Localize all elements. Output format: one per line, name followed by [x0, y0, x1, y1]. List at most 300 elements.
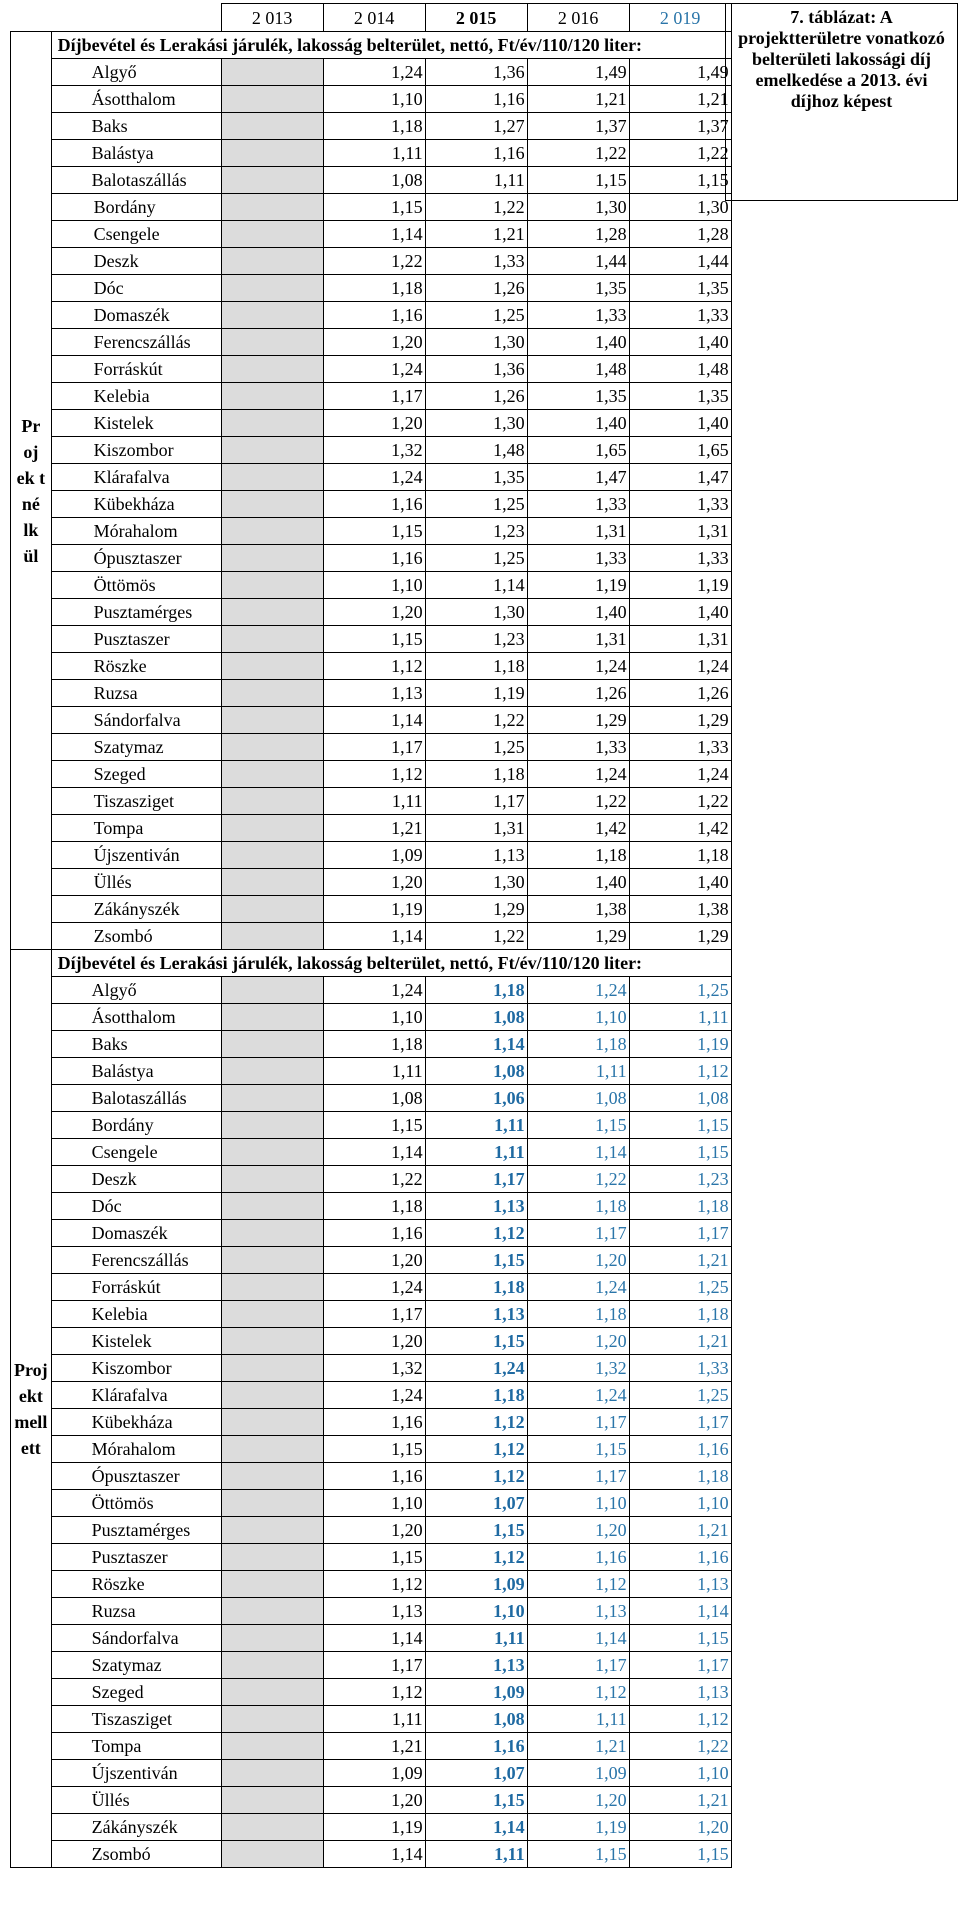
value-cell: 1,11	[425, 167, 527, 194]
value-cell: 1,15	[323, 1436, 425, 1463]
empty-2013-cell	[221, 680, 323, 707]
empty-2013-cell	[221, 1247, 323, 1274]
value-cell: 1,20	[323, 410, 425, 437]
table-row	[11, 545, 732, 572]
value-cell: 1,18	[629, 1463, 731, 1490]
empty-2013-cell	[221, 788, 323, 815]
settlement-name: Tiszasziget	[51, 788, 221, 815]
value-cell: 1,20	[323, 1517, 425, 1544]
section-side-label: Pr oj ek t né lk ül	[11, 32, 52, 950]
value-cell: 1,16	[323, 1220, 425, 1247]
value-cell: 1,15	[323, 518, 425, 545]
empty-2013-cell	[221, 1490, 323, 1517]
value-cell: 1,17	[629, 1652, 731, 1679]
value-cell: 1,27	[425, 113, 527, 140]
value-cell: 1,17	[323, 734, 425, 761]
settlement-name: Klárafalva	[51, 464, 221, 491]
table-row	[11, 734, 732, 761]
value-cell: 1,23	[425, 518, 527, 545]
value-cell: 1,36	[425, 356, 527, 383]
value-cell: 1,13	[425, 842, 527, 869]
value-cell: 1,31	[527, 518, 629, 545]
table-row	[11, 1274, 732, 1301]
value-cell: 1,15	[527, 1112, 629, 1139]
value-cell: 1,14	[425, 572, 527, 599]
empty-2013-cell	[221, 113, 323, 140]
value-cell: 1,18	[629, 1301, 731, 1328]
value-cell: 1,15	[527, 167, 629, 194]
table-row	[11, 1814, 732, 1841]
table-row	[11, 1328, 732, 1355]
value-cell: 1,16	[425, 140, 527, 167]
settlement-name: Ásotthalom	[51, 86, 221, 113]
settlement-name: Zákányszék	[51, 896, 221, 923]
section-title-row	[11, 32, 732, 59]
empty-2013-cell	[221, 761, 323, 788]
table-row	[11, 761, 732, 788]
table-row	[11, 518, 732, 545]
table-row	[11, 1220, 732, 1247]
value-cell: 1,22	[629, 788, 731, 815]
value-cell: 1,13	[323, 1598, 425, 1625]
value-cell: 1,35	[425, 464, 527, 491]
settlement-name: Baks	[51, 113, 221, 140]
year-2013: 2 013	[221, 4, 323, 32]
value-cell: 1,21	[629, 1247, 731, 1274]
value-cell: 1,17	[527, 1220, 629, 1247]
settlement-name: Üllés	[51, 869, 221, 896]
year-2016: 2 016	[527, 4, 629, 32]
settlement-name: Tompa	[51, 1733, 221, 1760]
empty-2013-cell	[221, 842, 323, 869]
settlement-name: Forráskút	[51, 1274, 221, 1301]
table-row	[11, 626, 732, 653]
empty-2013-cell	[221, 1841, 323, 1868]
value-cell: 1,10	[323, 1004, 425, 1031]
value-cell: 1,09	[425, 1679, 527, 1706]
value-cell: 1,40	[527, 410, 629, 437]
settlement-name: Pusztaszer	[51, 626, 221, 653]
value-cell: 1,15	[425, 1787, 527, 1814]
empty-2013-cell	[221, 1733, 323, 1760]
value-cell: 1,09	[527, 1760, 629, 1787]
value-cell: 1,16	[323, 1463, 425, 1490]
settlement-name: Kistelek	[51, 1328, 221, 1355]
value-cell: 1,10	[629, 1760, 731, 1787]
empty-2013-cell	[221, 1571, 323, 1598]
settlement-name: Dóc	[51, 1193, 221, 1220]
value-cell: 1,13	[425, 1193, 527, 1220]
empty-2013-cell	[221, 1544, 323, 1571]
value-cell: 1,20	[323, 1247, 425, 1274]
value-cell: 1,15	[425, 1247, 527, 1274]
value-cell: 1,13	[527, 1598, 629, 1625]
value-cell: 1,21	[629, 1517, 731, 1544]
value-cell: 1,25	[425, 302, 527, 329]
empty-2013-cell	[221, 491, 323, 518]
table-row	[11, 1841, 732, 1868]
section-title: Díjbevétel és Lerakási járulék, lakosság belterület, nettó, Ft/év/110/120 liter:	[51, 32, 731, 59]
table-row	[11, 653, 732, 680]
value-cell: 1,17	[629, 1220, 731, 1247]
empty-2013-cell	[221, 977, 323, 1004]
value-cell: 1,20	[527, 1787, 629, 1814]
value-cell: 1,14	[629, 1598, 731, 1625]
table-row	[11, 869, 732, 896]
value-cell: 1,15	[629, 1112, 731, 1139]
table-row	[11, 1409, 732, 1436]
value-cell: 1,13	[629, 1679, 731, 1706]
value-cell: 1,31	[425, 815, 527, 842]
empty-2013-cell	[221, 545, 323, 572]
value-cell: 1,30	[425, 599, 527, 626]
value-cell: 1,21	[323, 1733, 425, 1760]
value-cell: 1,30	[425, 869, 527, 896]
value-cell: 1,15	[323, 1112, 425, 1139]
value-cell: 1,12	[323, 1571, 425, 1598]
value-cell: 1,11	[323, 1706, 425, 1733]
value-cell: 1,31	[527, 626, 629, 653]
settlement-name: Baks	[51, 1031, 221, 1058]
empty-2013-cell	[221, 653, 323, 680]
empty-2013-cell	[221, 1517, 323, 1544]
value-cell: 1,48	[629, 356, 731, 383]
value-cell: 1,22	[629, 1733, 731, 1760]
empty-2013-cell	[221, 1355, 323, 1382]
value-cell: 1,18	[323, 275, 425, 302]
year-2019: 2 019	[629, 4, 731, 32]
settlement-name: Kiszombor	[51, 437, 221, 464]
value-cell: 1,20	[323, 1328, 425, 1355]
value-cell: 1,19	[527, 572, 629, 599]
table-row	[11, 1652, 732, 1679]
value-cell: 1,13	[425, 1301, 527, 1328]
value-cell: 1,37	[629, 113, 731, 140]
table-row	[11, 977, 732, 1004]
value-cell: 1,30	[425, 410, 527, 437]
table-row	[11, 1679, 732, 1706]
value-cell: 1,22	[323, 1166, 425, 1193]
value-cell: 1,10	[323, 86, 425, 113]
table-row	[11, 1760, 732, 1787]
value-cell: 1,24	[323, 59, 425, 86]
table-row	[11, 59, 732, 86]
value-cell: 1,11	[323, 140, 425, 167]
value-cell: 1,10	[323, 1490, 425, 1517]
table-row	[11, 1004, 732, 1031]
table-row	[11, 248, 732, 275]
table-row	[11, 1166, 732, 1193]
value-cell: 1,20	[629, 1814, 731, 1841]
value-cell: 1,23	[629, 1166, 731, 1193]
empty-2013-cell	[221, 572, 323, 599]
value-cell: 1,18	[629, 842, 731, 869]
settlement-name: Balotaszállás	[51, 167, 221, 194]
value-cell: 1,35	[629, 275, 731, 302]
value-cell: 1,16	[323, 302, 425, 329]
value-cell: 1,20	[323, 329, 425, 356]
empty-2013-cell	[221, 1436, 323, 1463]
value-cell: 1,33	[629, 302, 731, 329]
table-row	[11, 275, 732, 302]
empty-2013-cell	[221, 923, 323, 950]
value-cell: 1,11	[629, 1004, 731, 1031]
value-cell: 1,13	[629, 1571, 731, 1598]
value-cell: 1,11	[425, 1112, 527, 1139]
value-cell: 1,13	[425, 1652, 527, 1679]
value-cell: 1,33	[629, 545, 731, 572]
empty-2013-cell	[221, 437, 323, 464]
empty-2013-cell	[221, 1085, 323, 1112]
value-cell: 1,29	[527, 923, 629, 950]
value-cell: 1,42	[629, 815, 731, 842]
table-row	[11, 437, 732, 464]
value-cell: 1,35	[527, 275, 629, 302]
settlement-name: Újszentiván	[51, 1760, 221, 1787]
value-cell: 1,09	[425, 1571, 527, 1598]
value-cell: 1,17	[527, 1409, 629, 1436]
value-cell: 1,22	[527, 1166, 629, 1193]
value-cell: 1,21	[629, 86, 731, 113]
value-cell: 1,12	[323, 653, 425, 680]
value-cell: 1,08	[425, 1706, 527, 1733]
value-cell: 1,20	[323, 1787, 425, 1814]
table-row	[11, 1193, 732, 1220]
settlement-name: Kistelek	[51, 410, 221, 437]
value-cell: 1,24	[527, 653, 629, 680]
value-cell: 1,40	[629, 599, 731, 626]
value-cell: 1,47	[629, 464, 731, 491]
value-cell: 1,18	[323, 113, 425, 140]
value-cell: 1,40	[527, 869, 629, 896]
value-cell: 1,16	[323, 491, 425, 518]
value-cell: 1,14	[527, 1625, 629, 1652]
value-cell: 1,14	[323, 1841, 425, 1868]
table-caption: 7. táblázat: A projektterületre vonatkozó belterületi lakossági díj emelkedése a 2013. évi díjhoz képest	[725, 3, 958, 201]
empty-2013-cell	[221, 896, 323, 923]
value-cell: 1,65	[629, 437, 731, 464]
value-cell: 1,24	[323, 464, 425, 491]
value-cell: 1,10	[323, 572, 425, 599]
value-cell: 1,40	[629, 410, 731, 437]
value-cell: 1,18	[425, 761, 527, 788]
empty-2013-cell	[221, 410, 323, 437]
table-row	[11, 140, 732, 167]
table-row	[11, 788, 732, 815]
settlement-name: Forráskút	[51, 356, 221, 383]
empty-2013-cell	[221, 1328, 323, 1355]
value-cell: 1,47	[527, 464, 629, 491]
table-row	[11, 86, 732, 113]
value-cell: 1,12	[323, 761, 425, 788]
value-cell: 1,16	[527, 1544, 629, 1571]
year-header-row	[11, 4, 732, 32]
settlement-name: Kelebia	[51, 1301, 221, 1328]
value-cell: 1,24	[323, 356, 425, 383]
empty-2013-cell	[221, 1706, 323, 1733]
table-row	[11, 1733, 732, 1760]
empty-2013-cell	[221, 1598, 323, 1625]
value-cell: 1,15	[323, 1544, 425, 1571]
value-cell: 1,29	[629, 923, 731, 950]
value-cell: 1,65	[527, 437, 629, 464]
table-row	[11, 113, 732, 140]
value-cell: 1,15	[323, 626, 425, 653]
settlement-name: Szeged	[51, 761, 221, 788]
value-cell: 1,14	[425, 1031, 527, 1058]
settlement-name: Bordány	[51, 1112, 221, 1139]
value-cell: 1,09	[323, 1760, 425, 1787]
empty-2013-cell	[221, 275, 323, 302]
table-row	[11, 1787, 732, 1814]
value-cell: 1,17	[629, 1409, 731, 1436]
table-row	[11, 1625, 732, 1652]
value-cell: 1,26	[425, 275, 527, 302]
empty-2013-cell	[221, 167, 323, 194]
value-cell: 1,11	[425, 1625, 527, 1652]
settlement-name: Öttömös	[51, 1490, 221, 1517]
settlement-name: Ópusztaszer	[51, 1463, 221, 1490]
tariff-table	[10, 3, 732, 1868]
value-cell: 1,18	[323, 1193, 425, 1220]
value-cell: 1,14	[425, 1814, 527, 1841]
settlement-name: Mórahalom	[51, 1436, 221, 1463]
empty-2013-cell	[221, 1166, 323, 1193]
value-cell: 1,14	[527, 1139, 629, 1166]
value-cell: 1,16	[323, 1409, 425, 1436]
value-cell: 1,06	[425, 1085, 527, 1112]
value-cell: 1,14	[323, 707, 425, 734]
settlement-name: Öttömös	[51, 572, 221, 599]
empty-2013-cell	[221, 869, 323, 896]
value-cell: 1,31	[629, 518, 731, 545]
empty-2013-cell	[221, 464, 323, 491]
value-cell: 1,22	[425, 194, 527, 221]
settlement-name: Kiszombor	[51, 1355, 221, 1382]
value-cell: 1,24	[425, 1355, 527, 1382]
table-row	[11, 1463, 732, 1490]
value-cell: 1,18	[527, 1193, 629, 1220]
table-row	[11, 221, 732, 248]
empty-2013-cell	[221, 1652, 323, 1679]
value-cell: 1,48	[425, 437, 527, 464]
value-cell: 1,17	[323, 1301, 425, 1328]
value-cell: 1,14	[323, 221, 425, 248]
value-cell: 1,17	[527, 1463, 629, 1490]
value-cell: 1,10	[527, 1490, 629, 1517]
value-cell: 1,17	[425, 788, 527, 815]
table-row	[11, 329, 732, 356]
settlement-name: Szatymaz	[51, 734, 221, 761]
empty-2013-cell	[221, 707, 323, 734]
value-cell: 1,15	[629, 1139, 731, 1166]
table-row	[11, 1355, 732, 1382]
value-cell: 1,08	[323, 1085, 425, 1112]
value-cell: 1,12	[425, 1409, 527, 1436]
table-row	[11, 194, 732, 221]
settlement-name: Ferencszállás	[51, 1247, 221, 1274]
value-cell: 1,28	[527, 221, 629, 248]
value-cell: 1,10	[425, 1598, 527, 1625]
value-cell: 1,12	[629, 1706, 731, 1733]
value-cell: 1,28	[629, 221, 731, 248]
table-row	[11, 1490, 732, 1517]
value-cell: 1,24	[527, 977, 629, 1004]
settlement-name: Sándorfalva	[51, 1625, 221, 1652]
value-cell: 1,22	[527, 140, 629, 167]
value-cell: 1,18	[527, 1301, 629, 1328]
value-cell: 1,15	[527, 1841, 629, 1868]
value-cell: 1,26	[425, 383, 527, 410]
empty-2013-cell	[221, 59, 323, 86]
value-cell: 1,20	[323, 599, 425, 626]
value-cell: 1,14	[323, 1625, 425, 1652]
table-row	[11, 1301, 732, 1328]
settlement-name: Röszke	[51, 1571, 221, 1598]
settlement-name: Domaszék	[51, 302, 221, 329]
table-row	[11, 1544, 732, 1571]
value-cell: 1,15	[629, 1625, 731, 1652]
empty-2013-cell	[221, 1031, 323, 1058]
table-row	[11, 410, 732, 437]
value-cell: 1,08	[323, 167, 425, 194]
value-cell: 1,15	[629, 1841, 731, 1868]
value-cell: 1,12	[425, 1463, 527, 1490]
value-cell: 1,49	[629, 59, 731, 86]
value-cell: 1,16	[629, 1436, 731, 1463]
value-cell: 1,13	[323, 680, 425, 707]
table-row	[11, 1598, 732, 1625]
value-cell: 1,19	[425, 680, 527, 707]
settlement-name: Újszentiván	[51, 842, 221, 869]
value-cell: 1,48	[527, 356, 629, 383]
value-cell: 1,15	[425, 1517, 527, 1544]
empty-2013-cell	[221, 248, 323, 275]
value-cell: 1,24	[629, 653, 731, 680]
value-cell: 1,31	[629, 626, 731, 653]
value-cell: 1,07	[425, 1760, 527, 1787]
empty-2013-cell	[221, 194, 323, 221]
value-cell: 1,20	[527, 1328, 629, 1355]
section-side-label: Proj ekt mell ett	[11, 950, 52, 1868]
settlement-name: Kübekháza	[51, 491, 221, 518]
value-cell: 1,25	[629, 1382, 731, 1409]
year-2014: 2 014	[323, 4, 425, 32]
value-cell: 1,12	[425, 1436, 527, 1463]
value-cell: 1,18	[425, 1274, 527, 1301]
empty-2013-cell	[221, 1004, 323, 1031]
empty-2013-cell	[221, 1814, 323, 1841]
value-cell: 1,19	[629, 572, 731, 599]
empty-2013-cell	[221, 383, 323, 410]
settlement-name: Tiszasziget	[51, 1706, 221, 1733]
table-row	[11, 1139, 732, 1166]
value-cell: 1,12	[425, 1220, 527, 1247]
empty-2013-cell	[221, 1274, 323, 1301]
table-row	[11, 302, 732, 329]
value-cell: 1,19	[629, 1031, 731, 1058]
value-cell: 1,14	[323, 1139, 425, 1166]
value-cell: 1,29	[425, 896, 527, 923]
settlement-name: Mórahalom	[51, 518, 221, 545]
empty-2013-cell	[221, 1382, 323, 1409]
table-row	[11, 383, 732, 410]
value-cell: 1,18	[425, 977, 527, 1004]
table-row	[11, 815, 732, 842]
value-cell: 1,30	[527, 194, 629, 221]
settlement-name: Ferencszállás	[51, 329, 221, 356]
value-cell: 1,16	[629, 1544, 731, 1571]
